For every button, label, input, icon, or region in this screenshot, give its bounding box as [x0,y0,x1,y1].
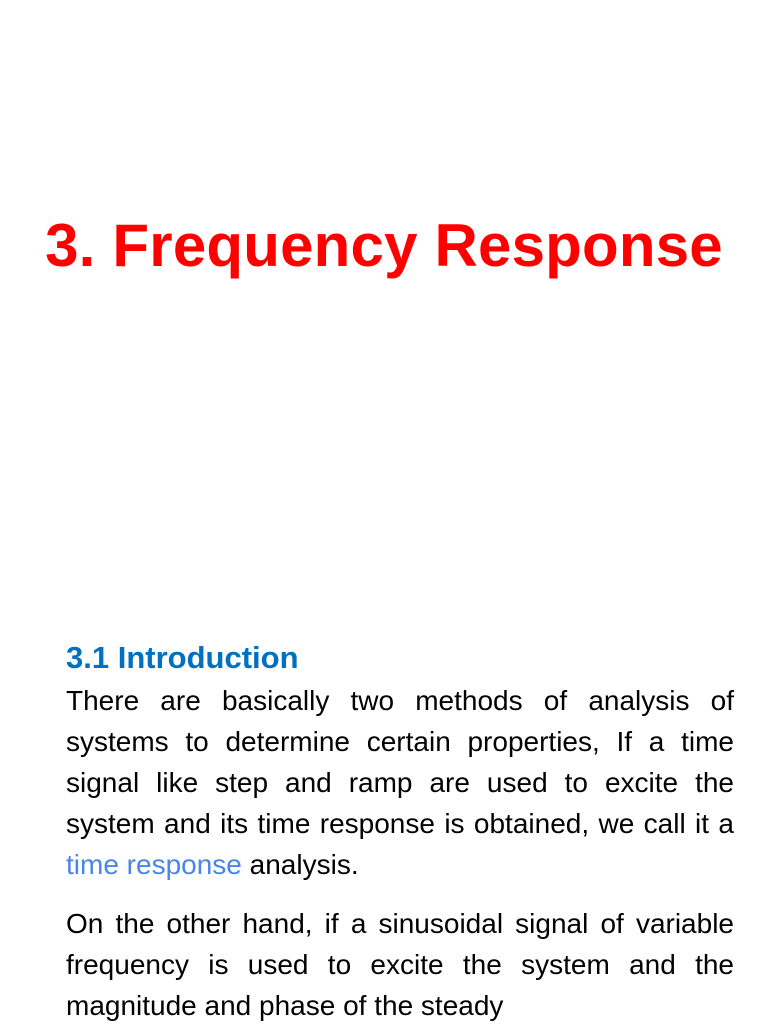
paragraph-2: On the other hand, if a sinusoidal signal of variable frequency is used to excite the system and the magnitude and phase of the steady [66,908,734,1021]
section-heading: 3.1 Introduction [66,640,299,675]
section-content [66,636,734,1024]
chapter-title: 3. Frequency Response [45,212,723,279]
paragraph-1-text-after: analysis. [241,849,359,880]
paragraph-1-text-before: There are basically two methods of analysis of systems to determine certain properties, If a time signal like step and ramp are used to excite the system and its time response is obtained, we call it a [66,685,734,839]
paragraph-1 [66,680,734,885]
time-response-link[interactable]: time response [66,849,242,880]
